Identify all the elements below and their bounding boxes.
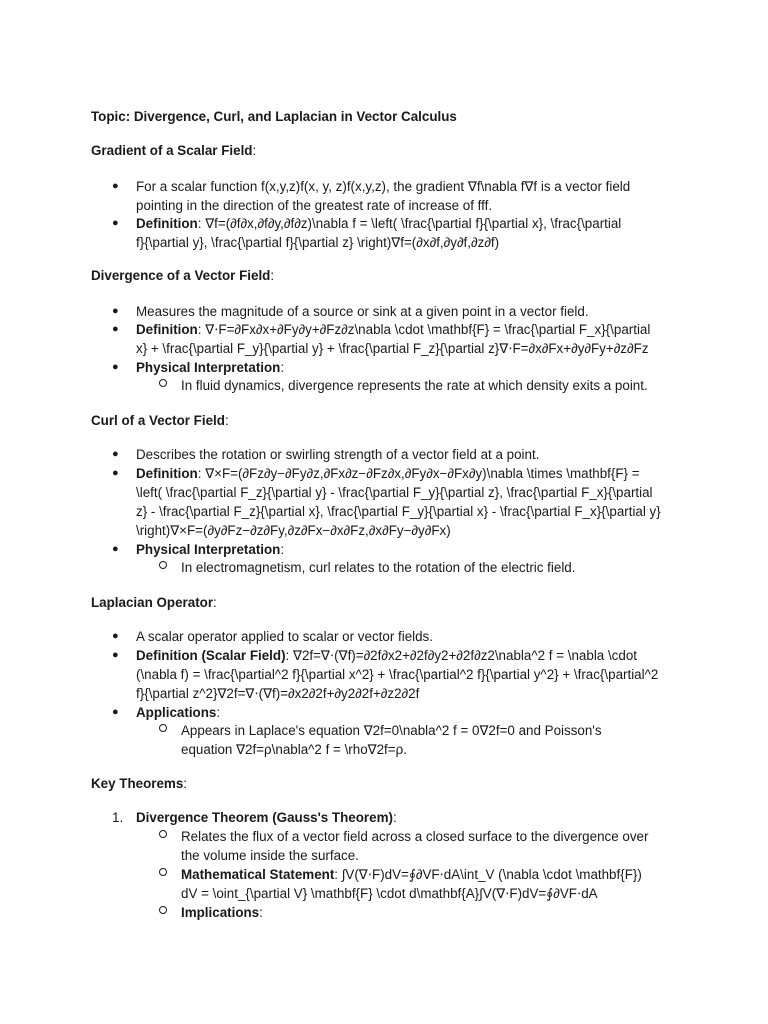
bullet-icon: ● [112,630,119,642]
hollow-bullet-icon [159,561,167,569]
laplacian-applications [136,703,220,722]
curl-sub-bullet-1: In electromagnetism, curl relates to the rotation of the electric field. [181,560,576,575]
label-colon: : [216,705,221,720]
hollow-bullet-icon [159,868,167,876]
bullet-icon: ● [112,323,119,335]
curl-definition-line-3: z} - \frac{\partial F_z}{\partial x}, \frac{\partial F_y}{\partial x} - \frac{\partial F_x}{\partial y} [136,504,661,519]
heading-text: Gradient of a Scalar Field [91,143,253,158]
heading-colon: : [224,413,229,428]
list-number: 1. [112,810,124,825]
bullet-icon: ● [112,706,119,718]
heading-colon: : [270,268,275,283]
section-heading-laplacian [91,593,217,612]
implications [181,903,263,922]
gradient-bullet-1-line-2: pointing in the direction of the greatest rate of increase of fff. [136,198,493,213]
laplacian-sub-bullet-1-line-2: equation ∇2f=ρ\nabla^2 f = \rho∇2f=ρ. [181,742,407,757]
section-heading-key-theorems [91,774,187,793]
label-colon: : [280,542,285,557]
heading-colon: : [213,595,217,610]
item-colon: : [392,810,397,825]
definition-label: Definition (Scalar Field) [136,648,286,663]
divergence-definition-line-2: x} + \frac{\partial F_y}{\partial y} + \frac{\partial F_z}{\partial z}∇⋅F=∂x∂Fx+∂y∂Fy+∂z∂Fz [136,341,649,356]
label: Mathematical Statement [181,867,335,882]
theorem-sub-bullet-1-line-2: the volume inside the surface. [181,848,359,863]
label: Applications [136,705,217,720]
statement-text: : ∫V(∇⋅F)dV=∮∂VF⋅dA\int_V (\nabla \cdot \mathbf{F}) [334,867,642,882]
definition-label: Definition [136,216,198,231]
bullet-icon: ● [112,305,119,317]
bullet-icon: ● [112,448,119,460]
heading-text: Laplacian Operator [91,595,214,610]
curl-definition-line-2: \left( \frac{\partial F_z}{\partial y} - \frac{\partial F_y}{\partial z}, \frac{\partial F_x}{\partial [136,485,653,500]
divergence-physical-interpretation [136,358,284,377]
bullet-icon: ● [112,649,119,661]
laplacian-sub-bullet-1-line-1: Appears in Laplace's equation ∇2f=0\nabla^2 f = 0∇2f=0 and Poisson's [181,723,602,738]
definition-text: : ∇f=(∂f∂x,∂f∂y,∂f∂z)\nabla f = \left( \frac{\partial f}{\partial x}, \frac{\partial [197,216,622,231]
curl-physical-interpretation [136,540,284,559]
bullet-icon: ● [112,361,119,373]
definition-text: : ∇2f=∇⋅(∇f)=∂2f∂x2+∂2f∂y2+∂2f∂z2\nabla^2 f = \nabla \cdot [285,648,637,663]
topic-title: Topic: Divergence, Curl, and Laplacian in Vector Calculus [91,109,457,124]
divergence-sub-bullet-1: In fluid dynamics, divergence represents the rate at which density exits a point. [181,378,648,393]
label: Implications [181,905,260,920]
curl-definition-line-1 [136,464,640,483]
hollow-bullet-icon [159,830,167,838]
section-heading-gradient [91,141,256,160]
label-colon: : [259,905,263,920]
heading-text: Divergence of a Vector Field [91,268,271,283]
hollow-bullet-icon [159,906,167,914]
hollow-bullet-icon [159,379,167,387]
theorem-sub-bullet-1-line-1: Relates the flux of a vector field across a closed surface to the divergence over [181,829,649,844]
laplacian-definition-line-1 [136,646,637,665]
mathematical-statement-line-1 [181,865,642,884]
curl-bullet-1: Describes the rotation or swirling strength of a vector field at a point. [136,447,540,462]
gradient-definition-line-1 [136,214,621,233]
heading-colon: : [183,776,188,791]
section-heading-curl [91,411,229,430]
definition-label: Definition [136,322,198,337]
heading-text: Curl of a Vector Field [91,413,225,428]
bullet-icon: ● [112,217,119,229]
definition-text: : ∇⋅F=∂Fx∂x+∂Fy∂y+∂Fz∂z\nabla \cdot \mathbf{F} = \frac{\partial F_x}{\partial [197,322,651,337]
heading-text: Key Theorems [91,776,184,791]
hollow-bullet-icon [159,724,167,732]
label: Physical Interpretation [136,360,281,375]
gradient-bullet-1-line-1: For a scalar function f(x,y,z)f(x, y, z)f(x,y,z), the gradient ∇f\nabla f∇f is a vector field [136,179,631,194]
gradient-definition-line-2: f}{\partial y}, \frac{\partial f}{\partial z} \right)∇f=(∂x∂f,∂y∂f,∂z∂f) [136,235,500,250]
section-heading-divergence [91,266,274,285]
divergence-theorem-item [136,808,397,827]
definition-text: : ∇×F=(∂Fz∂y−∂Fy∂z,∂Fx∂z−∂Fz∂x,∂Fy∂x−∂Fx∂y)\nabla \times \mathbf{F} = [197,466,640,481]
divergence-bullet-1: Measures the magnitude of a source or sink at a given point in a vector field. [136,304,589,319]
laplacian-definition-line-3: f}{\partial z^2}∇2f=∇⋅(∇f)=∂x2∂2f+∂y2∂2f+∂z2∂2f [136,686,420,701]
heading-colon: : [252,143,257,158]
curl-definition-line-4: \right)∇×F=(∂y∂Fz−∂z∂Fy,∂z∂Fx−∂x∂Fz,∂x∂Fy−∂y∂Fx) [136,523,451,538]
bullet-icon: ● [112,180,119,192]
divergence-definition-line-1 [136,320,650,339]
item-label: Divergence Theorem (Gauss's Theorem) [136,810,393,825]
laplacian-bullet-1: A scalar operator applied to scalar or vector fields. [136,629,433,644]
mathematical-statement-line-2: dV = \oint_{\partial V} \mathbf{F} \cdot d\mathbf{A}∫V(∇⋅F)dV=∮∂VF⋅dA [181,886,598,901]
bullet-icon: ● [112,467,119,479]
laplacian-definition-line-2: (\nabla f) = \frac{\partial^2 f}{\partial x^2} + \frac{\partial^2 f}{\partial y^2} + \frac{\partial^2 [136,667,659,682]
bullet-icon: ● [112,543,119,555]
definition-label: Definition [136,466,198,481]
label-colon: : [280,360,285,375]
label: Physical Interpretation [136,542,281,557]
